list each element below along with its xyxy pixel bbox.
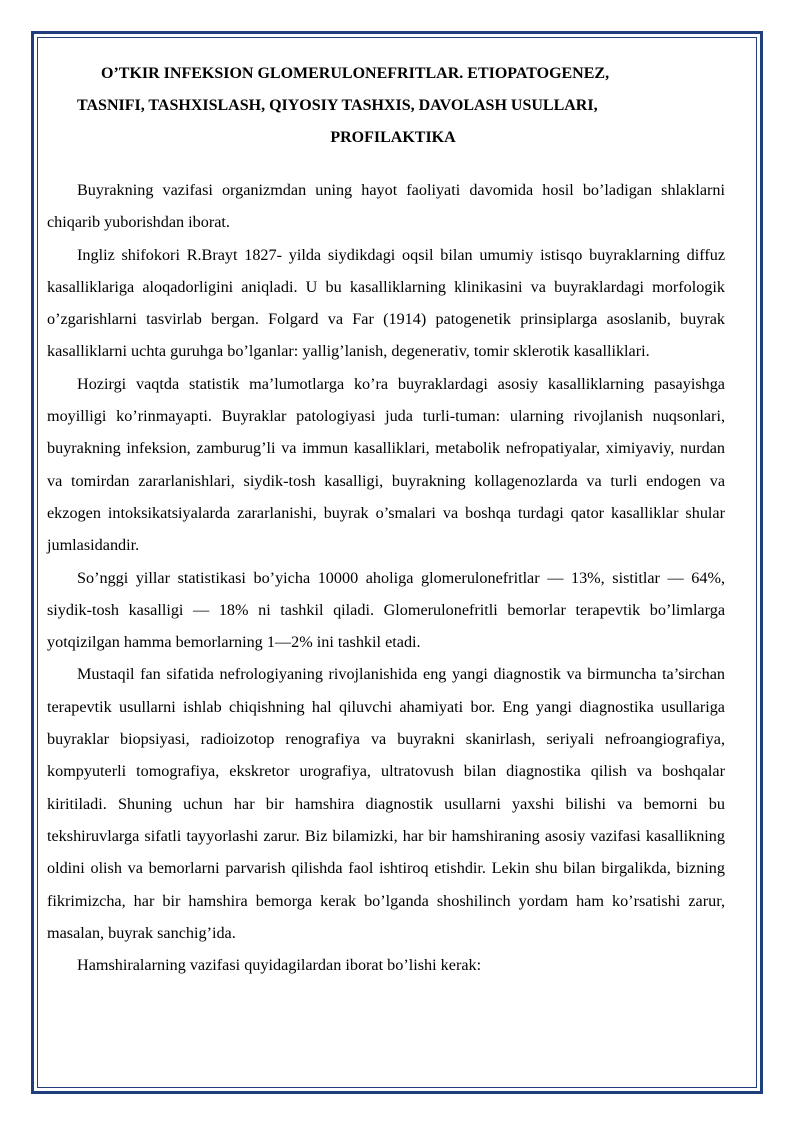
document-body: [47, 174, 725, 981]
document-title: [47, 58, 725, 154]
paragraph: Mustaqil fan sifatida nefrologiyaning rivojlanishida eng yangi diagnostik va birmuncha ta’sirchan terapevtik usullarni ishlab chiqishning hal qiluvchi ahamiyati bor. Eng yangi diagnostika usullariga buyraklar biopsiyasi, radioizotop renografiya va buyrakni skanirlash, seriyali nefroangiografiya, kompyuterli tomografiya, ekskretor urografiya, ultratovush bilan diagnostika qilish va boshqalar kiritiladi. Shuning uchun har bir hamshira diagnostik usullarni yaxshi bilishi va bemorni bu tekshiruvlarga sifatli tayyorlashi zarur. Biz bilamizki, har bir hamshiraning asosiy vazifasi kasallikning oldini olish va bemorlarni parvarish qilishda faol ishtiroq etishdir. Lekin shu bilan birgalikda, bizning fikrimizcha, har bir hamshira bemorga kerak bo’lganda shoshilinch yordam ham ko’rsatishi zarur, masalan, buyrak sanchig’ida.: [47, 665, 725, 942]
title-line: O’TKIR INFEKSION GLOMERULONEFRITLAR. ETIOPATOGENEZ,: [101, 65, 610, 82]
paragraph: So’nggi yillar statistikasi bo’yicha 10000 aholiga glomerulonefritlar — 13%, sistitlar — 64%, siydik-tosh kasalligi — 18% ni tashkil qiladi. Glomerulonefritli bemorlar terapevtik bo’limlarga yotqizilgan hamma bemorlarning 1—2% ini tashkil etadi.: [47, 568, 725, 652]
paragraph: Buyrakning vazifasi organizmdan uning hayot faoliyati davomida hosil bo’ladigan shlaklarni chiqarib yuborishdan iborat.: [47, 181, 725, 232]
title-line: PROFILAKTIKA: [330, 129, 456, 146]
paragraph: Ingliz shifokori R.Brayt 1827- yilda siydikdagi oqsil bilan umumiy istisqo buyraklarning diffuz kasalliklariga aloqadorligini aniqladi. U bu kasalliklarning klinikasini va buyraklardagi morfologik o’zgarishlarni tasvirlab bergan. Folgard va Far (1914) patogenetik prinsiplarga asoslanib, buyrak kasalliklarni uchta guruhga bo’lganlar: yallig’lanish, degenerativ, tomir sklerotik kasalliklari.: [47, 245, 725, 361]
title-line: TASNIFI, TASHXISLASH, QIYOSIY TASHXIS, DAVOLASH USULLARI,: [77, 97, 598, 114]
document-content: [47, 58, 725, 981]
paragraph: Hamshiralarning vazifasi quyidagilardan iborat bo’lishi kerak:: [77, 956, 482, 975]
paragraph: Hozirgi vaqtda statistik ma’lumotlarga ko’ra buyraklardagi asosiy kasalliklarning pasayishga moyilligi ko’rinmayapti. Buyraklar patologiyasi juda turli-tuman: ularning rivojlanish nuqsonlari, buyrakning infeksion, zamburug’li va immun kasalliklari, metabolik nefropatiyalar, ximiyaviy, nurdan va tomirdan zararlanishlari, siydik-tosh kasalligi, buyrakning kollagenozlarda va turli endogen va ekzogen intoksikatsiyalarda zararlanishi, buyrak o’smalari va boshqa turdagi qator kasalliklar shular jumlasidandir.: [47, 374, 725, 555]
